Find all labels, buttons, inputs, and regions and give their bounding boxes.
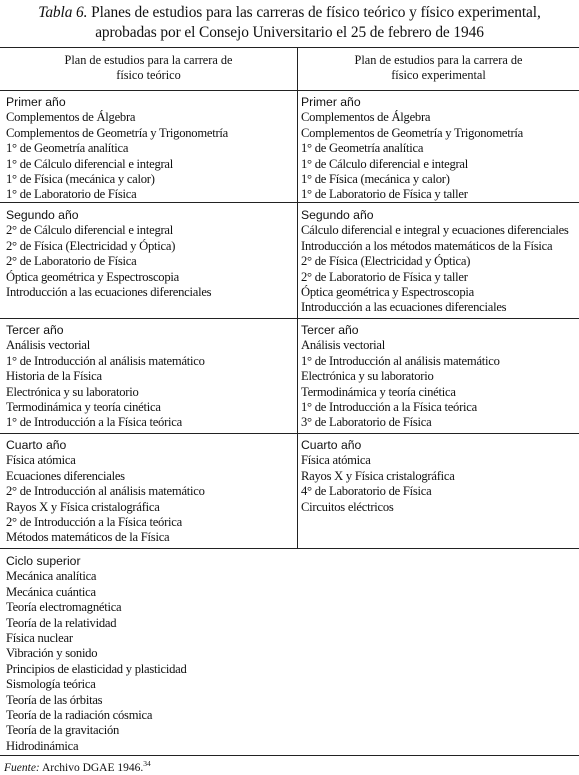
row-divider-4 [0,548,579,549]
course-item: 1° de Laboratorio de Física [6,187,137,202]
course-item: Introducción a las ecuaciones diferenciales [301,300,507,315]
course-item: Teoría de la gravitación [6,723,120,738]
caption-line-2: aprobadas por el Consejo Universitario el 25 de febrero de 1946 [95,24,484,41]
course-item: Electrónica y su laboratorio [6,384,139,399]
course-item: Física atómica [301,453,371,468]
course-item: 2° de Cálculo diferencial e integral [6,223,174,238]
course-item: Termodinámica y teoría cinética [301,384,456,399]
column-divider [297,47,298,548]
caption-line-1 [0,3,579,23]
course-item: 1° de Geometría analítica [6,141,129,156]
course-item: Mecánica analítica [6,569,97,584]
course-item: Óptica geométrica y Espectroscopia [6,269,179,284]
course-item: 2° de Laboratorio de Física [6,254,137,269]
course-item: 2° de Física (Electricidad y Óptica) [6,238,176,253]
table-caption [0,3,579,43]
header-rule [0,90,579,91]
course-item: Métodos matemáticos de la Física [6,530,170,545]
course-item: 1° de Cálculo diferencial e integral [6,156,174,171]
source-label: Fuente: [4,761,40,774]
course-item: 2° de Laboratorio de Física y taller [301,269,468,284]
column-header-line: físico experimental [391,68,486,82]
table-bottom-rule [0,755,579,756]
year-title: Primer año [6,95,66,109]
course-item: 2° de Introducción al análisis matemático [6,484,205,499]
course-item: Introducción a los métodos matemáticos de la Física [301,238,553,253]
course-item: 1° de Introducción al análisis matemático [301,353,500,368]
course-item: 2° de Introducción a la Física teórica [6,514,182,529]
year-title: Tercer año [301,323,359,337]
course-item: 4° de Laboratorio de Física [301,484,432,499]
footnote-marker: 34 [143,759,151,768]
cell-experimental-year-3 [301,322,500,431]
course-item: 2° de Física (Electricidad y Óptica) [301,254,471,269]
course-item: Hidrodinámica [6,738,79,753]
row-divider-2 [0,318,579,319]
column-header-line: físico teórico [116,68,181,82]
course-item: Óptica geométrica y Espectroscopia [301,284,474,299]
course-item: Rayos X y Física cristalográfica [301,468,455,483]
course-item: Vibración y sonido [6,646,98,661]
course-item: 1° de Introducción a la Física teórica [301,399,477,414]
course-item: Ecuaciones diferenciales [6,468,125,483]
course-item: Teoría de la relatividad [6,615,117,630]
course-item: Circuitos eléctricos [301,499,394,514]
course-item: Sismología teórica [6,677,96,692]
course-item: 1° de Cálculo diferencial e integral [301,156,469,171]
cell-theoretical-year-1 [6,94,228,203]
table-top-rule [0,47,579,48]
course-item: Rayos X y Física cristalográfica [6,499,160,514]
cell-theoretical-year-2 [6,207,211,300]
course-item: Historia de la Física [6,369,102,384]
column-header-theoretical [0,53,297,83]
caption-label: Tabla 6. [38,4,88,21]
cell-experimental-year-4 [301,437,455,515]
course-item: Complementos de Geometría y Trigonometría [6,125,229,140]
course-item: Principios de elasticidad y plasticidad [6,661,187,676]
course-item: Complementos de Álgebra [301,110,431,125]
course-item: Teoría de la radiación cósmica [6,707,153,722]
source-text: Archivo DGAE 1946. [39,761,144,774]
year-title: Primer año [301,95,361,109]
course-item: 3° de Laboratorio de Física [301,415,432,430]
column-header-line: Plan de estudios para la carrera de [354,53,523,67]
course-item: Termodinámica y teoría cinética [6,399,161,414]
course-item: Introducción a las ecuaciones diferenciales [6,284,212,299]
year-title: Segundo año [6,208,79,222]
course-item: 1° de Introducción a la Física teórica [6,415,182,430]
cell-experimental-year-2 [301,207,569,316]
course-item: Teoría electromagnética [6,600,122,615]
column-header-experimental [298,53,579,83]
caption-text-1: Planes de estudios para las carreras de físico teórico y físico experimental, [87,4,541,21]
course-item: Mecánica cuántica [6,584,96,599]
course-item: Electrónica y su laboratorio [301,369,434,384]
cell-theoretical-year-3 [6,322,205,431]
course-item: Física atómica [6,453,76,468]
column-header-line: Plan de estudios para la carrera de [64,53,233,67]
course-item: Cálculo diferencial e integral y ecuaciones diferenciales [301,223,569,238]
year-title: Segundo año [301,208,374,222]
course-item: Complementos de Geometría y Trigonometría [301,125,524,140]
row-divider-3 [0,433,579,434]
course-item: 1° de Física (mecánica y calor) [301,171,450,186]
year-title: Ciclo superior [6,554,81,568]
cell-experimental-year-1 [301,94,523,203]
course-item: Teoría de las órbitas [6,692,103,707]
table-source-note [4,757,151,775]
course-item: Análisis vectorial [301,338,385,353]
course-item: 1° de Laboratorio de Física y taller [301,187,468,202]
course-item: Complementos de Álgebra [6,110,136,125]
course-item: Análisis vectorial [6,338,90,353]
year-title: Tercer año [6,323,64,337]
year-title: Cuarto año [6,438,67,452]
course-item: 1° de Física (mecánica y calor) [6,171,155,186]
cell-theoretical-year-4 [6,437,205,546]
year-title: Cuarto año [301,438,362,452]
course-item: 1° de Introducción al análisis matemático [6,353,205,368]
cell-theoretical-ciclo-superior [6,553,187,754]
course-item: 1° de Geometría analítica [301,141,424,156]
course-item: Física nuclear [6,630,73,645]
